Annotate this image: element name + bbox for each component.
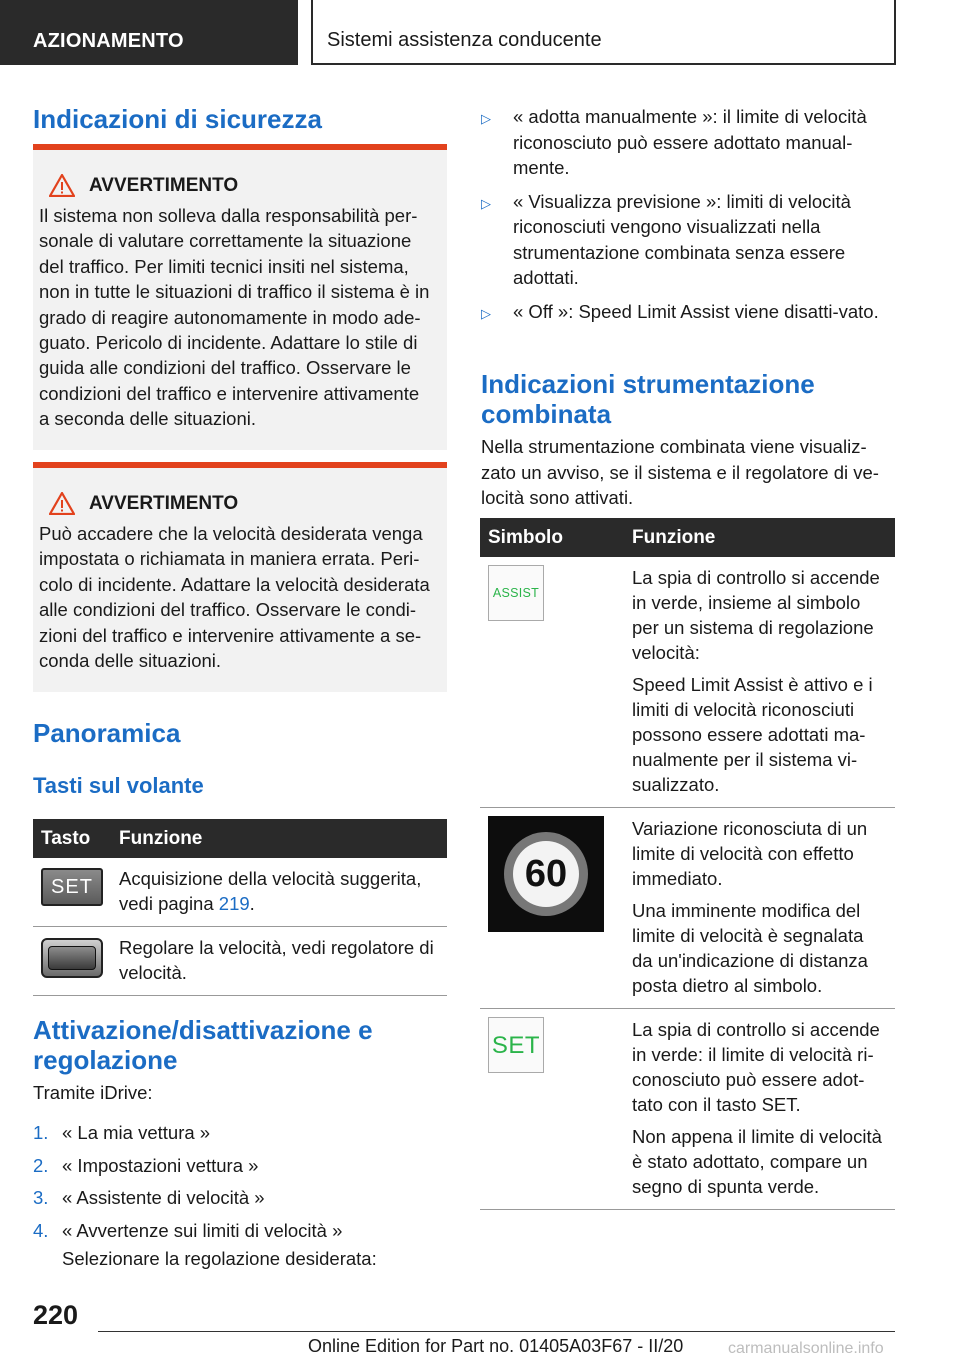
list-item: 3. « Assistente di velocità » xyxy=(33,1187,265,1208)
warning-title: AVVERTIMENTO xyxy=(89,174,239,196)
warning-line: alle condizioni del traffico. Osservare le condi- xyxy=(39,599,417,621)
warning-line: condizioni del traffico e intervenire attivamente xyxy=(39,382,420,404)
warning-line: del traffico. Per limiti tecnici insiti nel sistema, xyxy=(39,255,409,277)
table-row: SET Acquisizione della velocità suggerita, vedi pagina 219. xyxy=(33,858,447,927)
safety-heading: Indicazioni di sicurezza xyxy=(33,104,322,134)
watermark: carmanualsonline.info xyxy=(728,1340,884,1357)
warning-line: guato. Pericolo di incidente. Adattare lo stile di xyxy=(39,332,418,354)
table-row xyxy=(33,927,447,996)
warning-line: sonale di valutare correttamente la situazione xyxy=(39,230,412,252)
table-row: SET La spia di controllo si accende in verde: il limite di velocità ri-conosciuto può essere adot-tato con il tasto SET. Non appena il limite di velocità è stato adottato, compare un segno di spunta verde. xyxy=(480,1009,895,1210)
cluster-heading: Indicazioni strumentazione combinata xyxy=(481,369,815,429)
warning-title: AVVERTIMENTO xyxy=(89,492,239,514)
list-item: ▷ « Visualizza previsione »: limiti di velocità riconosciuti vengono visualizzati nella strumentazione combinata senza essere adottati. xyxy=(481,189,897,291)
page-number: 220 xyxy=(33,1300,79,1330)
col-header-function: Funzione xyxy=(624,518,895,557)
chapter-title: AZIONAMENTO xyxy=(33,30,184,52)
warning-line: colo di incidente. Adattare la velocità desiderata xyxy=(39,573,430,595)
warning-box-2 xyxy=(33,462,447,692)
activation-intro: Tramite iDrive: xyxy=(33,1082,153,1103)
steps-list xyxy=(33,1120,342,1250)
after-steps-text: Selezionare la regolazione desiderata: xyxy=(62,1248,377,1269)
steering-buttons-table xyxy=(33,819,447,996)
triangle-bullet-icon: ▷ xyxy=(481,305,491,321)
warning-line: zioni del traffico e intervenire attivamente a se- xyxy=(39,624,422,646)
cluster-symbols-table xyxy=(480,518,895,1210)
speed-limit-60-icon: 60 xyxy=(488,816,604,932)
warning-text xyxy=(39,203,439,432)
cluster-intro: Nella strumentazione combinata viene visualiz-zato un avviso, se il sistema e il regolatore di ve-locità sono attivati. xyxy=(481,436,879,508)
steering-buttons-heading: Tasti sul volante xyxy=(33,773,204,798)
activation-heading: Attivazione/disattivazione e regolazione xyxy=(33,1015,373,1075)
list-item: ▷ « Off »: Speed Limit Assist viene disatti-vato. xyxy=(481,299,897,327)
list-item: 4. « Avvertenze sui limiti di velocità » xyxy=(33,1219,343,1241)
col-header-function: Funzione xyxy=(111,819,447,858)
row-text: Regolare la velocità, vedi regolatore di velocità. xyxy=(111,927,447,996)
row-text: Acquisizione della velocità suggerita, vedi pagina xyxy=(119,868,422,914)
list-item: 1. « La mia vettura » xyxy=(33,1122,211,1143)
warning-line: a seconda delle situazioni. xyxy=(39,408,257,430)
warning-text xyxy=(39,521,439,673)
assist-indicator-icon: ASSIST xyxy=(488,565,544,621)
warning-line: conda delle situazioni. xyxy=(39,650,222,672)
page-link[interactable]: 219 xyxy=(218,893,250,914)
overview-heading: Panoramica xyxy=(33,718,181,748)
warning-line: guida alle condizioni del traffico. Osservare le xyxy=(39,357,411,379)
col-header-symbol: Simbolo xyxy=(480,518,624,557)
col-header-button: Tasto xyxy=(33,819,111,858)
warning-line: impostata o richiamata in maniera errata. Peri- xyxy=(39,548,420,570)
warning-line: non in tutte le situazioni di traffico il sistema è in xyxy=(39,281,430,303)
section-header xyxy=(311,0,896,65)
list-item: 2. « Impostazioni vettura » xyxy=(33,1154,259,1176)
warning-line: grado di reagire autonomamente in modo ade- xyxy=(39,306,421,328)
warning-triangle-icon xyxy=(49,174,75,197)
warning-box-1 xyxy=(33,144,447,450)
warning-line: Può accadere che la velocità desiderata venga xyxy=(39,523,423,544)
warning-line: Il sistema non solleva dalla responsabilità per- xyxy=(39,205,418,226)
speed-rocker-button-image xyxy=(41,938,103,978)
triangle-bullet-icon: ▷ xyxy=(481,111,491,126)
table-row: 60 Variazione riconosciuta di un limite di velocità con effetto immediato. Una imminente modifica del limite di velocità è segnalata da un'indicazione di distanza posta dietro al simbolo. xyxy=(480,808,895,1009)
triangle-bullet-icon: ▷ xyxy=(481,195,491,211)
options-list xyxy=(481,104,897,334)
set-button-image: SET xyxy=(41,868,103,906)
warning-triangle-icon xyxy=(49,492,75,515)
chapter-tab xyxy=(0,0,298,65)
list-item: ▷ « adotta manualmente »: il limite di velocità riconosciuto può essere adottato manual-mente. xyxy=(481,104,897,181)
edition-text: Online Edition for Part no. 01405A03F67 - II/20 xyxy=(308,1336,684,1356)
footer-divider xyxy=(98,1331,895,1332)
table-row: ASSIST La spia di controllo si accende in verde, insieme al simbolo per un sistema di regolazione velocità: Speed Limit Assist è attivo e i limiti di velocità riconosciuti possono essere adottati ma-nualmente per il sistema vi-sualizzato. xyxy=(480,557,895,808)
set-indicator-icon: SET xyxy=(488,1017,544,1073)
section-title: Sistemi assistenza conducente xyxy=(327,29,602,51)
